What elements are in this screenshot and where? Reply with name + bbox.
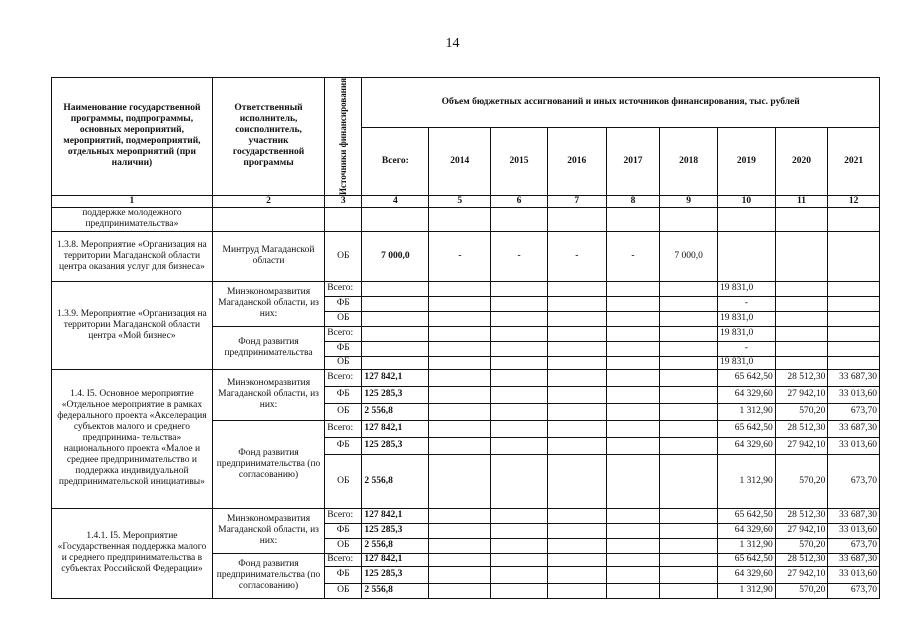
total-value: 125 285,3 (362, 523, 429, 538)
header-year: 2015 (491, 127, 548, 195)
activity-name: 1.3.8. Мероприятие «Организация на территории Магаданской области центра оказания услуг для бизнеса» (52, 231, 213, 281)
year-value: 33 013,60 (828, 566, 880, 583)
source: Всего: (325, 508, 362, 523)
year-value: 673,70 (828, 583, 880, 598)
year-value: 673,70 (828, 403, 880, 420)
year-value: 65 642,50 (718, 508, 776, 523)
year-value: 19 831,0 (718, 311, 776, 326)
source: ФБ (325, 296, 362, 311)
header-year: 2017 (606, 127, 660, 195)
activity-name: 1.4.1. I5. Мероприятие «Государственная поддержка малого и среднего предпринимательства в субъектах Российской Федерации» (52, 508, 213, 598)
activity-name: 1.3.9. Мероприятие «Организация на территории Магаданской области центра «Мой бизнес» (52, 281, 213, 369)
year-value: 65 642,50 (718, 420, 776, 437)
source: Всего: (325, 553, 362, 566)
col-number: 11 (775, 195, 828, 207)
col-number: 1 (52, 195, 213, 207)
year-value: 64 329,60 (718, 437, 776, 454)
source: ОБ (325, 356, 362, 369)
year-value: 33 013,60 (828, 523, 880, 538)
total-value: 125 285,3 (362, 386, 429, 403)
col-number: 6 (491, 195, 548, 207)
year-value: 65 642,50 (718, 369, 776, 386)
header-year: 2021 (828, 127, 880, 195)
year-value: 570,20 (775, 403, 828, 420)
year-value: 570,20 (775, 538, 828, 553)
table-row (52, 231, 880, 281)
total-value: 127 842,1 (362, 508, 429, 523)
executor: Минтруд Магаданской области (212, 231, 324, 281)
year-value: 1 312,90 (718, 454, 776, 508)
activity-name: 1.4. I5. Основное мероприятие «Отдельное мероприятие в рамках федерального проекта «Акселерация субъектов малого и среднего предпринима- тельства» национального проекта «Малое и среднее предпринимательство и поддержка индивидуальной предпринимательской инициативы» (52, 369, 213, 508)
year-value: 19 831,0 (718, 356, 776, 369)
year-value: - (606, 231, 660, 281)
activity-name: поддержке молодежного предпринимательства» (52, 207, 213, 231)
year-value: 64 329,60 (718, 386, 776, 403)
col-number: 3 (325, 195, 362, 207)
total-value: 7 000,0 (362, 231, 429, 281)
year-value: 27 942,10 (775, 523, 828, 538)
year-value: 27 942,10 (775, 566, 828, 583)
year-value: 27 942,10 (775, 437, 828, 454)
year-value: 64 329,60 (718, 523, 776, 538)
table-header-row (52, 78, 880, 128)
year-value: 33 013,60 (828, 386, 880, 403)
table-row (52, 281, 880, 296)
executor: Минэкономразвития Магаданской области, из них: (212, 281, 324, 326)
year-value: - (718, 341, 776, 356)
col-number: 5 (429, 195, 491, 207)
header-total: Всего: (362, 127, 429, 195)
total-value: 2 556,8 (362, 454, 429, 508)
year-value: 33 687,30 (828, 420, 880, 437)
year-value: 7 000,0 (660, 231, 718, 281)
source: ФБ (325, 523, 362, 538)
executor: Фонд развития предпринимательства (по согласованию) (212, 553, 324, 598)
year-value: 65 642,50 (718, 553, 776, 566)
year-value: 64 329,60 (718, 566, 776, 583)
header-year: 2016 (547, 127, 606, 195)
total-value: 127 842,1 (362, 420, 429, 437)
header-year: 2014 (429, 127, 491, 195)
source: ОБ (325, 311, 362, 326)
table-row (52, 508, 880, 523)
year-value: 1 312,90 (718, 403, 776, 420)
source: ФБ (325, 386, 362, 403)
col-number: 12 (828, 195, 880, 207)
source: ФБ (325, 341, 362, 356)
header-executor: Ответственный исполнитель, соисполнитель, участник государственной программы (212, 78, 324, 196)
col-number: 10 (718, 195, 776, 207)
header-volume: Объем бюджетных ассигнований и иных источников финансирования, тыс. рублей (362, 78, 880, 128)
column-number-row (52, 195, 880, 207)
source: Всего: (325, 281, 362, 296)
year-value: 28 512,30 (775, 369, 828, 386)
total-value: 2 556,8 (362, 403, 429, 420)
total-value: 127 842,1 (362, 369, 429, 386)
year-value: 28 512,30 (775, 508, 828, 523)
executor: Фонд развития предпринимательства (212, 326, 324, 369)
source: Всего: (325, 326, 362, 341)
col-number: 4 (362, 195, 429, 207)
year-value: 28 512,30 (775, 553, 828, 566)
source: Всего: (325, 369, 362, 386)
table-row (52, 369, 880, 386)
year-value: 33 013,60 (828, 437, 880, 454)
year-value: - (547, 231, 606, 281)
source: ФБ (325, 437, 362, 454)
source: ОБ (325, 538, 362, 553)
header-source: Источники финансирования (325, 78, 362, 196)
year-value: 27 942,10 (775, 386, 828, 403)
total-value: 125 285,3 (362, 566, 429, 583)
budget-table (51, 77, 880, 599)
source: ОБ (325, 231, 362, 281)
year-value: 570,20 (775, 583, 828, 598)
page-number: 14 (445, 36, 460, 51)
year-value: 673,70 (828, 538, 880, 553)
source: ФБ (325, 566, 362, 583)
header-name: Наименование государственной программы, подпрограммы, основных мероприятий, мероприятий, подмероприятий, отдельных мероприятий (при наличии) (52, 78, 213, 196)
year-value: - (718, 296, 776, 311)
year-value: 570,20 (775, 454, 828, 508)
header-year: 2020 (775, 127, 828, 195)
source: ОБ (325, 454, 362, 508)
total-value: 2 556,8 (362, 583, 429, 598)
year-value: 28 512,30 (775, 420, 828, 437)
year-value: 1 312,90 (718, 538, 776, 553)
executor: Фонд развития предпринимательства (по согласованию) (212, 420, 324, 508)
source: Всего: (325, 420, 362, 437)
source: ОБ (325, 583, 362, 598)
executor: Минэкономразвития Магаданской области, из них: (212, 508, 324, 553)
table-row (52, 207, 880, 231)
col-number: 8 (606, 195, 660, 207)
total-value: 2 556,8 (362, 538, 429, 553)
col-number: 7 (547, 195, 606, 207)
year-value: 673,70 (828, 454, 880, 508)
col-number: 9 (660, 195, 718, 207)
year-value: - (491, 231, 548, 281)
year-value: 33 687,30 (828, 553, 880, 566)
year-value: 19 831,0 (718, 326, 776, 341)
col-number: 2 (212, 195, 324, 207)
year-value: 33 687,30 (828, 369, 880, 386)
total-value: 127 842,1 (362, 553, 429, 566)
executor: Минэкономразвития Магаданской области, из них: (212, 369, 324, 420)
year-value: 33 687,30 (828, 508, 880, 523)
year-value: 19 831,0 (718, 281, 776, 296)
year-value: - (429, 231, 491, 281)
header-year: 2018 (660, 127, 718, 195)
header-year: 2019 (718, 127, 776, 195)
year-value: 1 312,90 (718, 583, 776, 598)
total-value: 125 285,3 (362, 437, 429, 454)
source: ОБ (325, 403, 362, 420)
